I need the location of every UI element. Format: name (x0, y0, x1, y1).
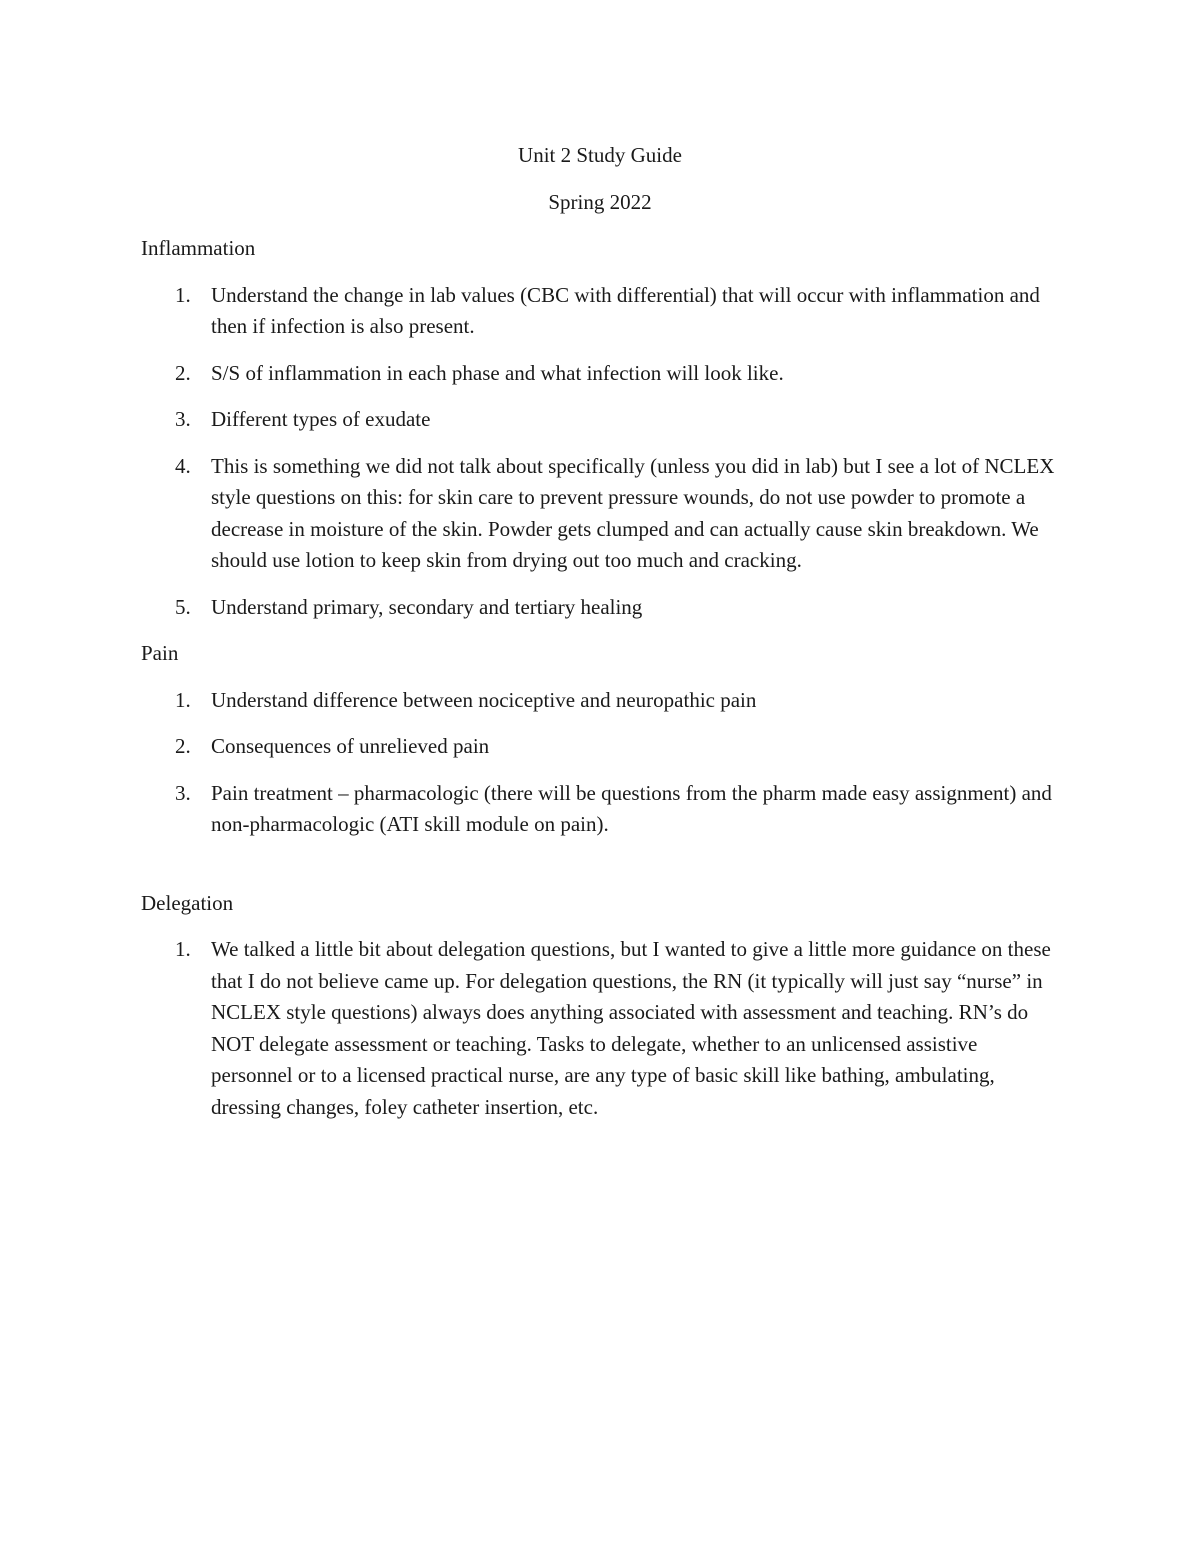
list-item (141, 731, 1061, 763)
list-item-number: 1. (175, 282, 191, 307)
pain-list (141, 685, 1061, 841)
list-item-number: 2. (175, 360, 191, 385)
list-item-text: We talked a little bit about delegation questions, but I wanted to give a little more guidance on these that I do not believe came up. For delegation questions, the RN (it typically will just say “nurse” in NCLEX style questions) always does anything associated with assessment and teaching. RN’s do NOT delegate assessment or teaching. Tasks to delegate, whether to an unlicensed assistive personnel or to a licensed practical nurse, are any type of basic skill like bathing, ambulating, dressing changes, foley catheter insertion, etc. (211, 937, 1051, 1119)
section-heading-delegation: Delegation (141, 890, 234, 915)
list-item-number: 3. (175, 780, 191, 805)
list-item-text: Understand the change in lab values (CBC with differential) that will occur with inflammation and then if infection is also present. (211, 282, 1040, 338)
delegation-list (141, 934, 1061, 1123)
list-item-number: 5. (175, 594, 191, 619)
list-item-number: 1. (175, 687, 191, 712)
document-title: Unit 2 Study Guide (518, 143, 682, 167)
section-spacer (141, 856, 1061, 888)
section-heading-pain: Pain (141, 641, 179, 665)
list-item (141, 451, 1061, 577)
inflammation-list (141, 280, 1061, 624)
document-body (141, 140, 1061, 1138)
list-item-text: Understand primary, secondary and tertiary healing (211, 594, 643, 619)
list-item-text: Consequences of unrelieved pain (211, 734, 490, 758)
list-item (141, 404, 1061, 436)
list-item-number: 1. (175, 937, 191, 961)
section-heading-inflammation: Inflammation (141, 236, 256, 260)
list-item (141, 778, 1061, 841)
list-item (141, 280, 1061, 343)
list-item (141, 592, 1061, 624)
list-item-text: Different types of exudate (211, 407, 431, 431)
list-item (141, 685, 1061, 717)
list-item (141, 358, 1061, 390)
list-item (141, 934, 1061, 1123)
list-item-text: This is something we did not talk about specifically (unless you did in lab) but I see a lot of NCLEX style questions on this: for skin care to prevent pressure wounds, do not use powder to promote a decrease in moisture of the skin. Powder gets clumped and can actually cause skin breakdown. We should use lotion to keep skin from drying out too much and cracking. (211, 453, 1055, 572)
list-item-text: S/S of inflammation in each phase and what infection will look like. (211, 360, 784, 385)
document-term: Spring 2022 (548, 189, 652, 214)
list-item-number: 2. (175, 734, 191, 758)
list-item-text: Understand difference between nociceptive and neuropathic pain (211, 687, 757, 712)
list-item-number: 4. (175, 453, 191, 478)
list-item-number: 3. (175, 407, 191, 431)
list-item-text: Pain treatment – pharmacologic (there will be questions from the pharm made easy assignment) and non-pharmacologic (ATI skill module on pain). (211, 780, 1052, 836)
